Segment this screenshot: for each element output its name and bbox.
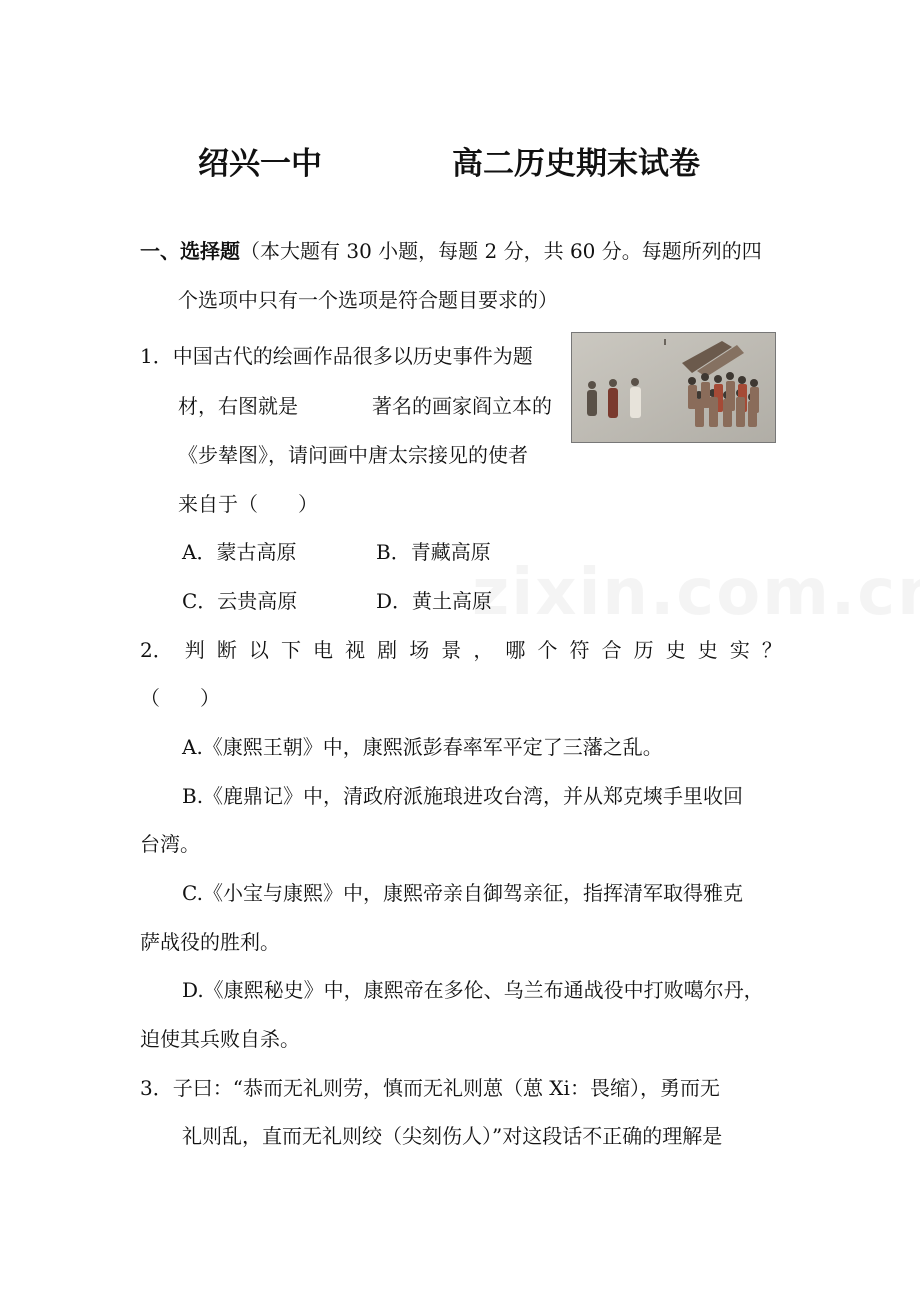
watermark xyxy=(472,556,920,630)
q2-char: 个 xyxy=(537,638,558,662)
painting-image xyxy=(571,332,776,443)
section-instruction-line2: 个选项中只有一个选项是符合题目要求的） xyxy=(178,288,558,312)
q2-option-d-line2: 迫使其兵败自杀。 xyxy=(140,1027,300,1051)
school-name: 绍兴一中 xyxy=(198,146,322,182)
q1-line3: 《步辇图》，请问画中唐太宗接见的使者 xyxy=(178,443,528,467)
q2-char: ？ xyxy=(761,638,782,662)
q2-option-c-line1: C.《小宝与康熙》中，康熙帝亲自御驾亲征，指挥清军取得雅克 xyxy=(182,881,743,905)
q1-line2b: 著名的画家阎立本的 xyxy=(372,394,552,418)
q2-char: 判 xyxy=(184,638,205,662)
q1-line4: 来自于（ ） xyxy=(178,492,318,516)
q3-line2: 礼则乱，直而无礼则绞（尖刻伤人）”对这段话不正确的理解是 xyxy=(182,1124,723,1148)
section-heading: 一、选择题 xyxy=(140,239,240,263)
q2-char: 史 xyxy=(665,638,686,662)
q2-char: 史 xyxy=(697,638,718,662)
q2-char: 合 xyxy=(601,638,622,662)
q2-char: 视 xyxy=(345,638,366,662)
q2-char: 电 xyxy=(313,638,334,662)
q2-char: 剧 xyxy=(377,638,398,662)
q2-line2: （ ） xyxy=(140,686,220,710)
section-instruction-line1: （本大题有 30 小题，每题 2 分，共 60 分。每题所列的四 xyxy=(240,239,762,263)
q1-option-b: B．青藏高原 xyxy=(376,540,491,564)
q2-option-d-line1: D.《康熙秘史》中，康熙帝在多伦、乌兰布通战役中打败噶尔丹， xyxy=(182,978,764,1002)
q2-char: 景 xyxy=(441,638,462,662)
q3-line1: 3．子曰：“恭而无礼则劳，慎而无礼则葸（葸 Xi：畏缩），勇而无 xyxy=(140,1076,720,1100)
q1-option-d: D．黄土高原 xyxy=(376,589,493,613)
q2-char: 场 xyxy=(409,638,430,662)
q2-char: 历 xyxy=(633,638,654,662)
q2-char: 符 xyxy=(569,638,590,662)
exam-title: 高二历史期末试卷 xyxy=(452,146,700,182)
q2-char: ， xyxy=(473,638,494,662)
painting-illustration xyxy=(572,333,775,442)
q2-char: 2． xyxy=(140,638,173,662)
q2-char: 断 xyxy=(216,638,237,662)
q2-char: 下 xyxy=(280,638,301,662)
q2-char: 以 xyxy=(248,638,269,662)
q2-char: 哪 xyxy=(505,638,526,662)
q2-line1 xyxy=(140,636,782,664)
q1-line1: 1．中国古代的绘画作品很多以历史事件为题 xyxy=(140,344,533,368)
q2-line1-justified xyxy=(140,636,782,664)
q1-option-a: A．蒙古高原 xyxy=(182,540,297,564)
q2-option-b-line1: B.《鹿鼎记》中，清政府派施琅进攻台湾，并从郑克塽手里收回 xyxy=(182,784,744,808)
q2-option-a: A.《康熙王朝》中，康熙派彭春率军平定了三藩之乱。 xyxy=(182,735,663,759)
q2-option-b-line2: 台湾。 xyxy=(140,832,200,856)
section-instructions xyxy=(140,237,762,265)
q2-option-c-line2: 萨战役的胜利。 xyxy=(140,930,280,954)
q1-line2a: 材，右图就是 xyxy=(178,394,298,418)
q1-option-c: C．云贵高原 xyxy=(182,589,298,613)
q2-char: 实 xyxy=(729,638,750,662)
